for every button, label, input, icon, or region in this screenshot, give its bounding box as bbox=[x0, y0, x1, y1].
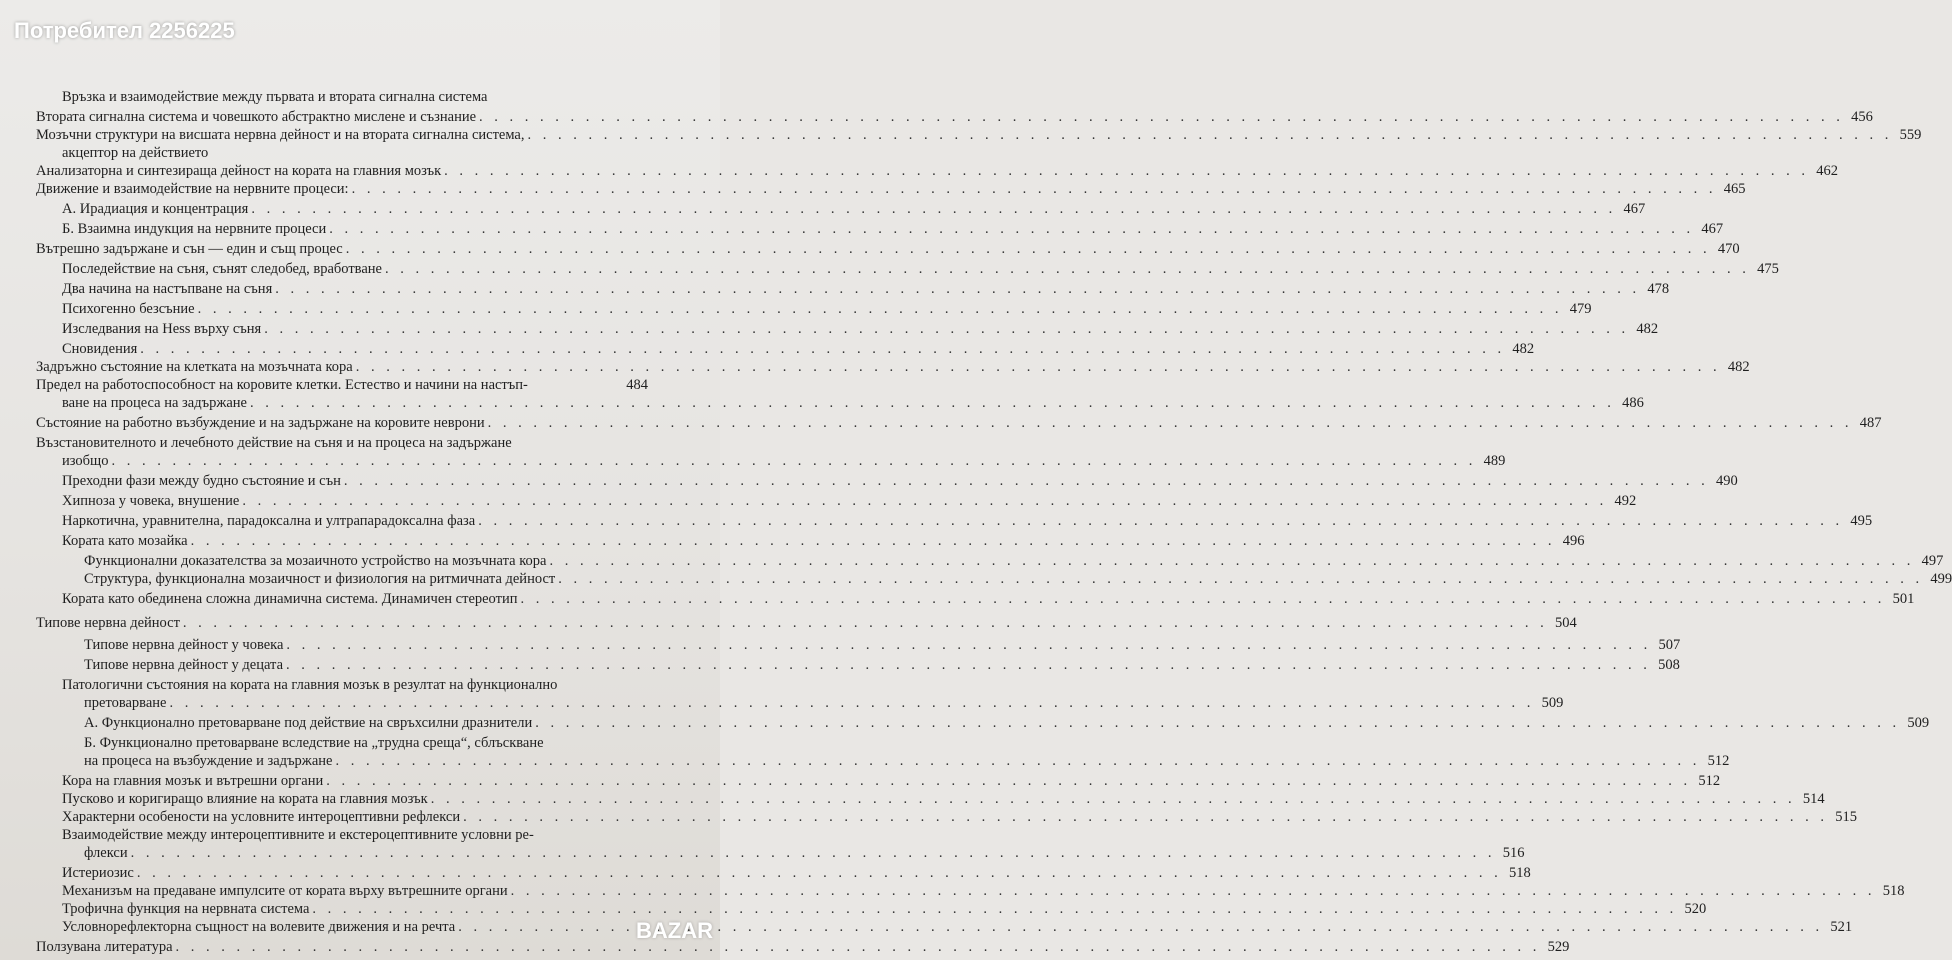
toc-entry-title: флекси bbox=[84, 845, 128, 861]
toc-page-number: 529 bbox=[1547, 939, 1570, 955]
toc-page-number: 509 bbox=[1907, 715, 1930, 731]
toc-leader-dots bbox=[329, 220, 1694, 238]
toc-entry-title: Кората като мозайка bbox=[62, 533, 188, 549]
toc-page-number: 512 bbox=[1707, 753, 1730, 769]
toc-entry-title: Кората като обединена сложна динамична система. Динамичен стереотип bbox=[62, 591, 518, 607]
toc-page-number: 489 bbox=[1483, 453, 1506, 469]
toc-leader-dots bbox=[488, 414, 1853, 432]
toc-entry-title: А. Функционално претоварване под действие на свръхсилни дразнители bbox=[84, 715, 533, 731]
toc-entry-title: Трофична функция на нервната система bbox=[62, 901, 310, 917]
user-watermark: Потребител 2256225 bbox=[14, 18, 235, 43]
toc-leader-dots bbox=[549, 552, 1914, 570]
toc-entry-title: претоварване bbox=[84, 695, 167, 711]
toc-entry bbox=[62, 394, 1644, 412]
toc-entry bbox=[62, 300, 1592, 318]
toc-leader-dots bbox=[198, 300, 1563, 318]
toc-leader-dots bbox=[176, 938, 1541, 956]
toc-page-number: 521 bbox=[1830, 919, 1853, 935]
toc-page-number: 465 bbox=[1723, 181, 1746, 197]
toc-entry bbox=[84, 570, 1952, 588]
toc-entry bbox=[62, 492, 1637, 510]
toc-entry bbox=[62, 472, 1738, 490]
toc-entry-title: Патологични състояния на кората на главния мозък в резултат на функционално bbox=[62, 677, 558, 693]
toc-entry-title: Б. Взаимна индукция на нервните процеси bbox=[62, 221, 327, 237]
toc-entry-title: А. Ирадиация и концентрация bbox=[62, 201, 249, 217]
toc-entry bbox=[62, 532, 1585, 550]
toc-entry-title: акцептор на действието bbox=[62, 145, 209, 161]
toc-entry bbox=[36, 414, 1882, 432]
toc-page-number: 490 bbox=[1715, 473, 1738, 489]
toc-leader-dots bbox=[169, 694, 1534, 712]
toc-page-number: 504 bbox=[1555, 615, 1577, 631]
toc-entry bbox=[62, 772, 1721, 790]
toc-entry bbox=[62, 280, 1670, 298]
toc-entry-title: Типове нервна дейност у човека bbox=[84, 637, 284, 653]
toc-entry bbox=[62, 808, 1857, 826]
toc-leader-dots bbox=[444, 162, 1809, 180]
toc-leader-dots bbox=[352, 180, 1717, 198]
toc-leader-dots bbox=[431, 790, 1796, 808]
toc-page-number: 518 bbox=[1509, 865, 1531, 881]
toc-entry-title: Пусково и коригиращо влияние на кората на главния мозък bbox=[62, 791, 428, 807]
bazar-logo: BAZAR bbox=[636, 918, 713, 943]
toc-entry-title: Функционални доказателства за мозаичното устройство на мозъчната кора bbox=[84, 553, 547, 569]
toc-entry-title: Характерни особености на условните интероцептивни рефлекси bbox=[62, 809, 461, 825]
toc-entry bbox=[62, 900, 1707, 918]
toc-page-number: 462 bbox=[1816, 163, 1839, 179]
toc-page-number: 516 bbox=[1502, 845, 1525, 861]
toc-page-number: 496 bbox=[1562, 533, 1585, 549]
toc-leader-dots bbox=[140, 340, 1505, 358]
toc-entry-title: Движение и взаимодействие на нервните процеси: bbox=[36, 181, 349, 197]
toc-leader-dots bbox=[344, 472, 1709, 490]
toc-leader-dots bbox=[463, 808, 1828, 826]
toc-leader-dots bbox=[275, 280, 1640, 298]
toc-entry-title: Задръжно състояние на клетката на мозъчната кора bbox=[36, 359, 353, 375]
toc-leader-dots bbox=[511, 882, 1876, 900]
toc-entry bbox=[84, 844, 1525, 862]
toc-entry bbox=[36, 376, 648, 394]
toc-leader-dots bbox=[346, 240, 1711, 258]
toc-entry-title: Предел на работоспособност на коровите клетки. Естество и начини на настъп- bbox=[36, 377, 528, 393]
toc-leader-dots bbox=[250, 394, 1615, 412]
toc-page-number: 501 bbox=[1892, 591, 1915, 607]
toc-entry-title: Връзка и взаимодействие между първата и втората сигнална система bbox=[62, 89, 488, 105]
toc-leader-dots bbox=[356, 358, 1721, 376]
toc-entry-title: Изследвания на Hess върху съня bbox=[62, 321, 262, 337]
toc-leader-dots bbox=[264, 320, 1629, 338]
toc-entry-title: Ползувана литература bbox=[36, 939, 173, 955]
toc-entry bbox=[36, 938, 1570, 956]
toc-entry-title: Преходни фази между будно състояние и сън bbox=[62, 473, 341, 489]
toc-leader-dots bbox=[242, 492, 1607, 510]
toc-entry-title: Състояние на работно възбуждение и на задържане на коровите неврони bbox=[36, 415, 485, 431]
toc-entry-title: Кора на главния мозък и вътрешни органи bbox=[62, 773, 324, 789]
toc-entry bbox=[62, 320, 1659, 338]
toc-leader-dots bbox=[335, 752, 1700, 770]
toc-entry-title: Истериозис bbox=[62, 865, 134, 881]
toc-leader-dots bbox=[479, 108, 1844, 126]
toc-page-number: 484 bbox=[626, 377, 648, 393]
toc-entry bbox=[62, 676, 648, 694]
toc-leader-dots bbox=[385, 260, 1750, 278]
toc-page-number: 499 bbox=[1930, 571, 1952, 587]
toc-entry-title: Психогенно безсъние bbox=[62, 301, 195, 317]
toc-entry bbox=[36, 162, 1839, 180]
toc-page-number: 507 bbox=[1658, 637, 1681, 653]
toc-page-number: 467 bbox=[1623, 201, 1646, 217]
toc-leader-dots bbox=[535, 714, 1900, 732]
toc-page-number: 518 bbox=[1882, 883, 1905, 899]
toc-leader-dots bbox=[326, 772, 1691, 790]
toc-page-number: 479 bbox=[1569, 301, 1592, 317]
toc-entry-title: Вътрешно задържане и сън — един и същ процес bbox=[36, 241, 343, 257]
toc-entry bbox=[36, 358, 1750, 376]
toc-entry-title: Б. Функционално претоварване вследствие на „трудна среща“, сблъскване bbox=[84, 735, 544, 751]
toc-page-number: 515 bbox=[1835, 809, 1857, 825]
toc-page-number: 482 bbox=[1727, 359, 1750, 375]
toc-entry bbox=[84, 752, 1730, 770]
toc-entry-title: Анализаторна и синтезираща дейност на кората на главния мозък bbox=[36, 163, 442, 179]
toc-entry bbox=[36, 126, 1922, 144]
toc-page-number: 467 bbox=[1701, 221, 1724, 237]
toc-entry-title: Структура, функционална мозаичност и физиология на ритмичната дейност bbox=[84, 571, 556, 587]
toc-page-number: 492 bbox=[1614, 493, 1637, 509]
toc-leader-dots bbox=[183, 614, 1548, 632]
toc-page-number: 478 bbox=[1647, 281, 1670, 297]
toc-entry bbox=[62, 88, 640, 106]
toc-page-number: 482 bbox=[1512, 341, 1535, 357]
toc-entry-title: Сновидения bbox=[62, 341, 138, 357]
toc-entry bbox=[62, 144, 648, 162]
toc-leader-dots bbox=[131, 844, 1496, 862]
toc-entry bbox=[62, 452, 1506, 470]
toc-page-number: 559 bbox=[1899, 127, 1922, 143]
toc-entry bbox=[62, 790, 1825, 808]
toc-entry-title: на процеса на възбуждение и задържане bbox=[84, 753, 333, 769]
toc-entry bbox=[84, 694, 1564, 712]
toc-entry-title: Наркотична, уравнителна, парадоксална и ултрапарадоксална фаза bbox=[62, 513, 476, 529]
toc-leader-dots bbox=[137, 864, 1502, 882]
toc-entry bbox=[62, 220, 1724, 238]
toc-entry-title: Типове нервна дейност bbox=[36, 615, 180, 631]
toc-page-number: 512 bbox=[1698, 773, 1721, 789]
toc-page-number: 456 bbox=[1851, 109, 1873, 125]
toc-entry-title: Два начина на настъпване на съня bbox=[62, 281, 273, 297]
toc-entry bbox=[36, 240, 1740, 258]
toc-leader-dots bbox=[528, 126, 1893, 144]
toc-page-number: 470 bbox=[1717, 241, 1740, 257]
toc-entry bbox=[84, 714, 1930, 732]
toc-leader-dots bbox=[111, 452, 1476, 470]
toc-entry-title: Хипноза у човека, внушение bbox=[62, 493, 240, 509]
toc-page-number: 487 bbox=[1859, 415, 1882, 431]
toc-entry-title: Втората сигнална система и човешкото абстрактно мислене и съзнание bbox=[36, 109, 477, 125]
toc-entry-title: Типове нервна дейност у децата bbox=[84, 657, 283, 673]
toc-entry bbox=[84, 656, 1680, 674]
toc-page-number: 497 bbox=[1921, 553, 1944, 569]
toc-entry-title: Взаимодействие между интероцептивните и екстероцептивните условни ре- bbox=[62, 827, 534, 843]
toc-entry bbox=[36, 108, 1873, 126]
toc-page-number: 514 bbox=[1802, 791, 1825, 807]
toc-leader-dots bbox=[520, 590, 1885, 608]
toc-leader-dots bbox=[312, 900, 1677, 918]
toc-entry bbox=[62, 260, 1779, 278]
toc-page-number: 508 bbox=[1658, 657, 1680, 673]
toc-page-number: 475 bbox=[1757, 261, 1779, 277]
toc-page-number: 520 bbox=[1684, 901, 1707, 917]
toc-entry-title: ване на процеса на задържане bbox=[62, 395, 247, 411]
toc-entry bbox=[62, 590, 1915, 608]
toc-entry bbox=[62, 826, 648, 844]
toc-entry bbox=[62, 864, 1531, 882]
toc-leader-dots bbox=[558, 570, 1923, 588]
toc-page-number: 482 bbox=[1636, 321, 1659, 337]
toc-entry-title: изобщо bbox=[62, 453, 109, 469]
toc-page-number: 495 bbox=[1850, 513, 1873, 529]
toc-page-number: 509 bbox=[1541, 695, 1564, 711]
toc-entry bbox=[36, 434, 648, 452]
toc-leader-dots bbox=[478, 512, 1843, 530]
toc-entry bbox=[36, 614, 1577, 632]
toc-leader-dots bbox=[286, 636, 1651, 654]
toc-leader-dots bbox=[251, 200, 1616, 218]
toc-leader-dots bbox=[286, 656, 1651, 674]
toc-entry bbox=[62, 340, 1535, 358]
toc-entry bbox=[36, 180, 1746, 198]
toc-entry bbox=[62, 200, 1646, 218]
toc-entry-title: Мозъчни структури на висшата нервна дейност и на втората сигнална система, bbox=[36, 127, 525, 143]
toc-entry-title: Условнорефлекторна същност на волевите движения и на речта bbox=[62, 919, 456, 935]
toc-entry-title: Последействие на съня, сънят следобед, вработване bbox=[62, 261, 382, 277]
toc-entry-title: Механизъм на предаване импулсите от кората върху вътрешните органи bbox=[62, 883, 508, 899]
toc-entry-title: Възстановителното и лечебното действие на съня и на процеса на задържане bbox=[36, 435, 512, 451]
toc-entry bbox=[62, 882, 1905, 900]
toc-entry bbox=[84, 636, 1681, 654]
toc-entry bbox=[62, 512, 1873, 530]
toc-entry bbox=[84, 734, 648, 752]
toc-entry bbox=[84, 552, 1944, 570]
toc-page-number: 486 bbox=[1622, 395, 1644, 411]
toc-leader-dots bbox=[191, 532, 1556, 550]
